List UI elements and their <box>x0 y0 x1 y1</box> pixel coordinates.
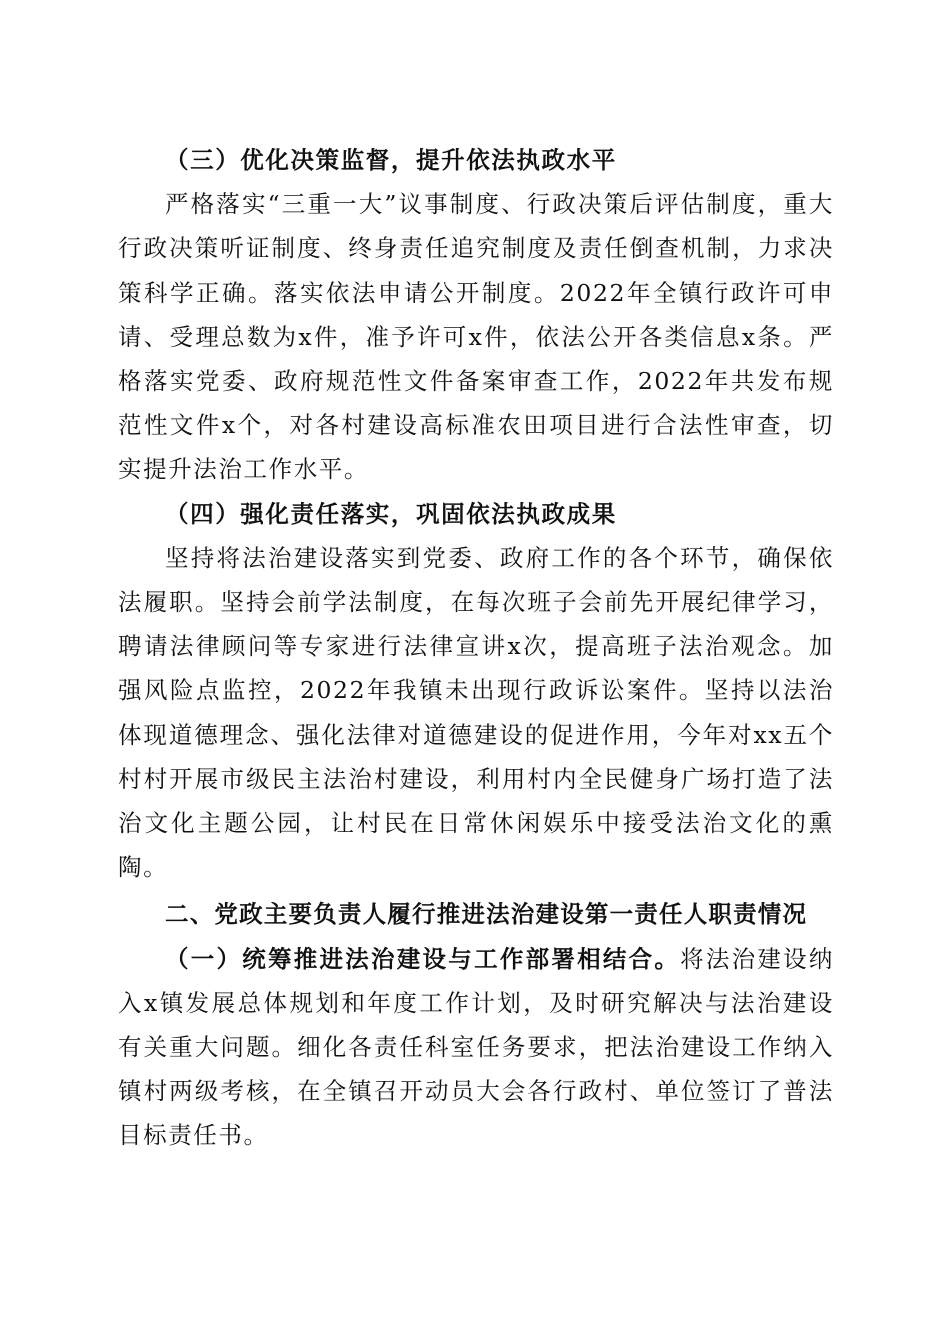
part-2-item-1-lead: （一）统筹推进法治建设与工作部署相结合。 <box>165 944 681 973</box>
section-3-heading: （三）优化决策监督，提升依法执政水平 <box>165 146 617 174</box>
section-4-heading: （四）强化责任落实，巩固依法执政成果 <box>165 499 617 528</box>
section-4-paragraph: 坚持将法治建设落实到党委、政府工作的各个环节，确保依法履职。坚持会前学法制度，在每次班子会前先开展纪律学习，聘请法律顾问等专家进行法律宣讲x次，提高班子法治观念。加强风险点监控，2022年我镇未出现行政诉讼案件。坚持以法治体现道德理念、强化法律对道德建设的促进作用，今年对xx五个村村开展市级民主法治村建设，利用村内全民健身广场打造了法治文化主题公园，让村民在日常休闲娱乐中接受法治文化的熏陶。 <box>118 543 834 882</box>
section-3-paragraph: 严格落实“三重一大”议事制度、行政决策后评估制度，重大行政决策听证制度、终身责任追究制度及责任倒查机制，力求决策科学正确。落实依法申请公开制度。2022年全镇行政许可申请、受理总数为x件，准予许可x件，依法公开各类信息x条。严格落实党委、政府规范性文件备案审查工作，2022年共发布规范性文件x个，对各村建设高标准农田项目进行合法性审查，切实提升法治工作水平。 <box>118 190 834 484</box>
document-body <box>118 138 834 1158</box>
part-2-item-1-paragraph <box>118 937 834 1158</box>
part-2-heading: 二、党政主要负责人履行推进法治建设第一责任人职责情况 <box>165 900 808 929</box>
part-2-item-1-body: 将法治建设纳入x镇发展总体规划和年度工作计划，及时研究解决与法治建设有关重大问题。细化各责任科室任务要求，把法治建设工作纳入镇村两级考核，在全镇召开动员大会各行政村、单位签订了普法目标责任书。 <box>118 944 835 1150</box>
